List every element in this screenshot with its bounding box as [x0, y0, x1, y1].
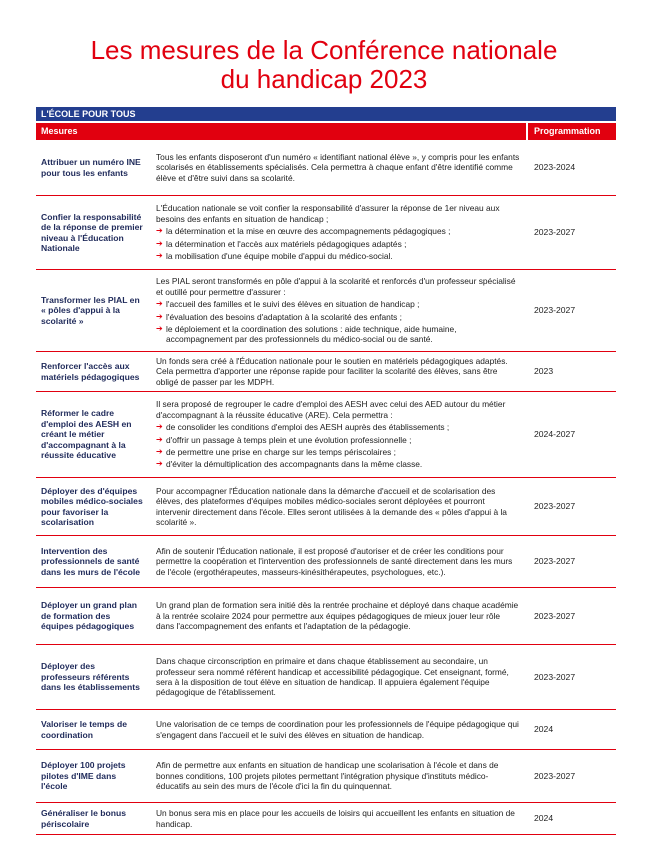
description-text: Afin de permettre aux enfants en situation de handicap une scolarisation à l'école et dans de bonnes conditions, 100 projets pilotes permettant l'intégration physique d'instituts médico-éducatifs au sein des murs de l'école d'ici la fin du quinquennat. — [156, 760, 499, 792]
arrow-right-icon: ➔ — [156, 434, 163, 444]
measure-name: Attribuer un numéro INE pour tous les enfants — [41, 157, 141, 178]
measure-description — [148, 152, 526, 183]
measure-name: Transformer les PIAL en « pôles d'appui à la scolarité » — [41, 294, 140, 326]
programming-period: 2023 — [534, 366, 554, 377]
measure-description — [148, 356, 526, 387]
title-line-2: du handicap 2023 — [220, 64, 428, 94]
arrow-right-icon: ➔ — [156, 299, 163, 309]
programming-period: 2024 — [534, 724, 554, 735]
measure-name: Déployer 100 projets pilotes d'IME dans l'école — [41, 760, 126, 792]
measure-description — [148, 546, 526, 577]
arrow-right-icon: ➔ — [156, 323, 163, 333]
arrow-right-icon: ➔ — [156, 226, 163, 236]
bullet-text: la mobilisation d'une équipe mobile d'appui du médico-social. — [166, 251, 393, 262]
description-text: Dans chaque circonscription en primaire et dans chaque établissement au secondaire, un professeur sera nommé référent handicap et accessibilité pédagogique. Cet enseignant, formé, sera à la disposition de tout élève en situation de handicap. Il appuiera également l'équipe pédagogique de l'établissement. — [156, 656, 509, 698]
title-line-1: Les mesures de la Conférence nationale — [90, 35, 558, 65]
measure-name: Confier la responsabilité de la réponse de premier niveau à l'Éducation Nationale — [41, 211, 143, 253]
programming-period: 2023-2027 — [534, 227, 576, 238]
measure-name: Déployer des professeurs référents dans les établissements — [41, 661, 140, 693]
programming-period: 2023-2027 — [534, 305, 576, 316]
bullet-text: la détermination et la mise en œuvre des accompagnements pédagogiques ; — [166, 226, 451, 237]
programming-period: 2023-2027 — [534, 501, 576, 512]
description-text: Un bonus sera mis en place pour les accueils de loisirs qui accueillent les enfants en situation de handicap. — [156, 808, 515, 829]
measure-name: Déployer un grand plan de formation des équipes pédagogiques — [41, 600, 137, 632]
table-header-row — [36, 123, 616, 140]
measures-table — [36, 107, 616, 829]
description-bullet — [156, 324, 520, 345]
description-text: Un fonds sera créé à l'Éducation nationale pour le soutien en matériels pédagogiques adaptés. Cela permettra d'apporter une réponse rapide pour faciliter la scolarité des élèves, sans être obligé de passer par les MDPH. — [156, 355, 508, 387]
bullet-text: de permettre une prise en charge sur les temps périscolaires ; — [166, 446, 396, 457]
table-row — [36, 645, 616, 710]
arrow-right-icon: ➔ — [156, 238, 163, 248]
description-bullet — [156, 422, 520, 432]
table-row — [36, 536, 616, 588]
description-text: Une valorisation de ce temps de coordination pour les professionnels de l'équipe pédagogique qui s'engagent dans l'accueil et le suivi des élèves en situation de handicap. — [156, 719, 519, 740]
measure-description — [148, 276, 526, 344]
table-row — [36, 352, 616, 392]
description-text: Pour accompagner l'Éducation nationale dans la démarche d'accueil et de scolarisation des élèves, des plateformes d'équipes mobiles médico-sociales seront déployées et pourront intervenir directement dans l'école. Elles seront utilisées à la demande des « pôles d'appui à la scolarité ». — [156, 485, 507, 527]
description-text: Afin de soutenir l'Éducation nationale, il est proposé d'autoriser et de créer les conditions pour permettre la coopération et l'intervention des professionnels de santé directement dans les murs de l'école (ergothérapeutes, masseurs-kinésithérapeutes, psychologues, etc.). — [156, 545, 513, 577]
measure-description — [148, 600, 526, 631]
section-header: L'ÉCOLE POUR TOUS — [36, 107, 616, 121]
table-row — [36, 750, 616, 803]
measure-name: Généraliser le bonus périscolaire — [41, 808, 127, 829]
arrow-right-icon: ➔ — [156, 446, 163, 456]
description-bullet — [156, 447, 520, 457]
description-text: Un grand plan de formation sera initié dès la rentrée prochaine et déployé dans chaque académie à la rentrée scolaire 2024 pour permettre aux équipes pédagogiques de mieux jouer leur rôle dans l'accompagnement des enfants et l'adaptation de la pédagogie. — [156, 600, 519, 632]
description-text: Les PIAL seront transformés en pôle d'appui à la scolarité et renforcés d'un professeur spécialisé et outillé pour permettre d'assurer : — [156, 276, 516, 297]
table-row — [36, 196, 616, 270]
description-bullet — [156, 251, 520, 261]
measure-name: Réformer le cadre d'emploi des AESH en créant le métier d'accompagnant à la réussite éducative — [41, 408, 132, 461]
table-row — [36, 803, 616, 835]
programming-period: 2023-2027 — [534, 671, 576, 682]
description-bullet — [156, 435, 520, 445]
table-row — [36, 588, 616, 645]
description-bullet — [156, 239, 520, 249]
measure-name: Déployer des d'équipes mobiles médico-sociales pour favoriser la scolarisation — [41, 485, 143, 527]
measure-description — [148, 808, 526, 829]
table-row — [36, 478, 616, 536]
description-text: L'Éducation nationale se voit confier la responsabilité d'assurer la réponse de 1er niveau aux besoins des enfants en situation de handicap ; — [156, 203, 500, 224]
column-header-programming: Programmation — [528, 123, 616, 140]
arrow-right-icon: ➔ — [156, 459, 163, 469]
programming-period: 2023-2024 — [534, 162, 576, 173]
description-bullet — [156, 459, 520, 469]
description-bullet — [156, 312, 520, 322]
bullet-text: d'éviter la démultiplication des accompagnants dans la même classe. — [166, 459, 423, 470]
measure-name: Intervention des professionnels de santé dans les murs de l'école — [41, 545, 141, 577]
bullet-text: de consolider les conditions d'emploi des AESH auprès des établissements ; — [166, 422, 450, 433]
measure-name: Valoriser le temps de coordination — [41, 719, 127, 740]
measure-description — [148, 203, 526, 261]
column-header-measures: Mesures — [36, 123, 526, 140]
measure-description — [148, 719, 526, 740]
bullet-text: l'accueil des familles et le suivi des élèves en situation de handicap ; — [166, 299, 420, 310]
measure-description — [148, 399, 526, 469]
table-row — [36, 392, 616, 478]
table-row — [36, 270, 616, 352]
programming-period: 2024-2027 — [534, 429, 576, 440]
programming-period: 2023-2027 — [534, 556, 576, 567]
description-bullet — [156, 299, 520, 309]
bullet-text: la détermination et l'accès aux matériels pédagogiques adaptés ; — [166, 238, 407, 249]
measure-description — [148, 656, 526, 698]
arrow-right-icon: ➔ — [156, 422, 163, 432]
description-bullet — [156, 226, 520, 236]
bullet-text: le déploiement et la coordination des solutions : aide technique, aide humaine, accompagnement par des professionnels du médico-social ou de santé. — [166, 323, 457, 345]
programming-period: 2023-2027 — [534, 610, 576, 621]
programming-period: 2023-2027 — [534, 770, 576, 781]
programming-period: 2024 — [534, 813, 554, 824]
bullet-text: d'offrir un passage à temps plein et une évolution professionnelle ; — [166, 434, 412, 445]
measure-description — [148, 486, 526, 528]
measure-description — [148, 760, 526, 791]
description-text: Il sera proposé de regrouper le cadre d'emploi des AESH avec celui des AED autour du métier d'accompagnant à la réussite éducative (ARE). Cela permettra : — [156, 399, 506, 420]
arrow-right-icon: ➔ — [156, 311, 163, 321]
arrow-right-icon: ➔ — [156, 251, 163, 261]
table-row — [36, 140, 616, 196]
table-row — [36, 710, 616, 750]
measure-name: Renforcer l'accès aux matériels pédagogiques — [41, 361, 140, 382]
bullet-text: l'évaluation des besoins d'adaptation à la scolarité des enfants ; — [166, 311, 402, 322]
page-title — [0, 36, 648, 94]
description-text: Tous les enfants disposeront d'un numéro « identifiant national élève », y compris pour les enfants scolarisés en établissements spécialisés. Cela permettra à chaque enfant d'être identifié comme élève et d'être suivi dans sa scolarité. — [156, 151, 520, 183]
